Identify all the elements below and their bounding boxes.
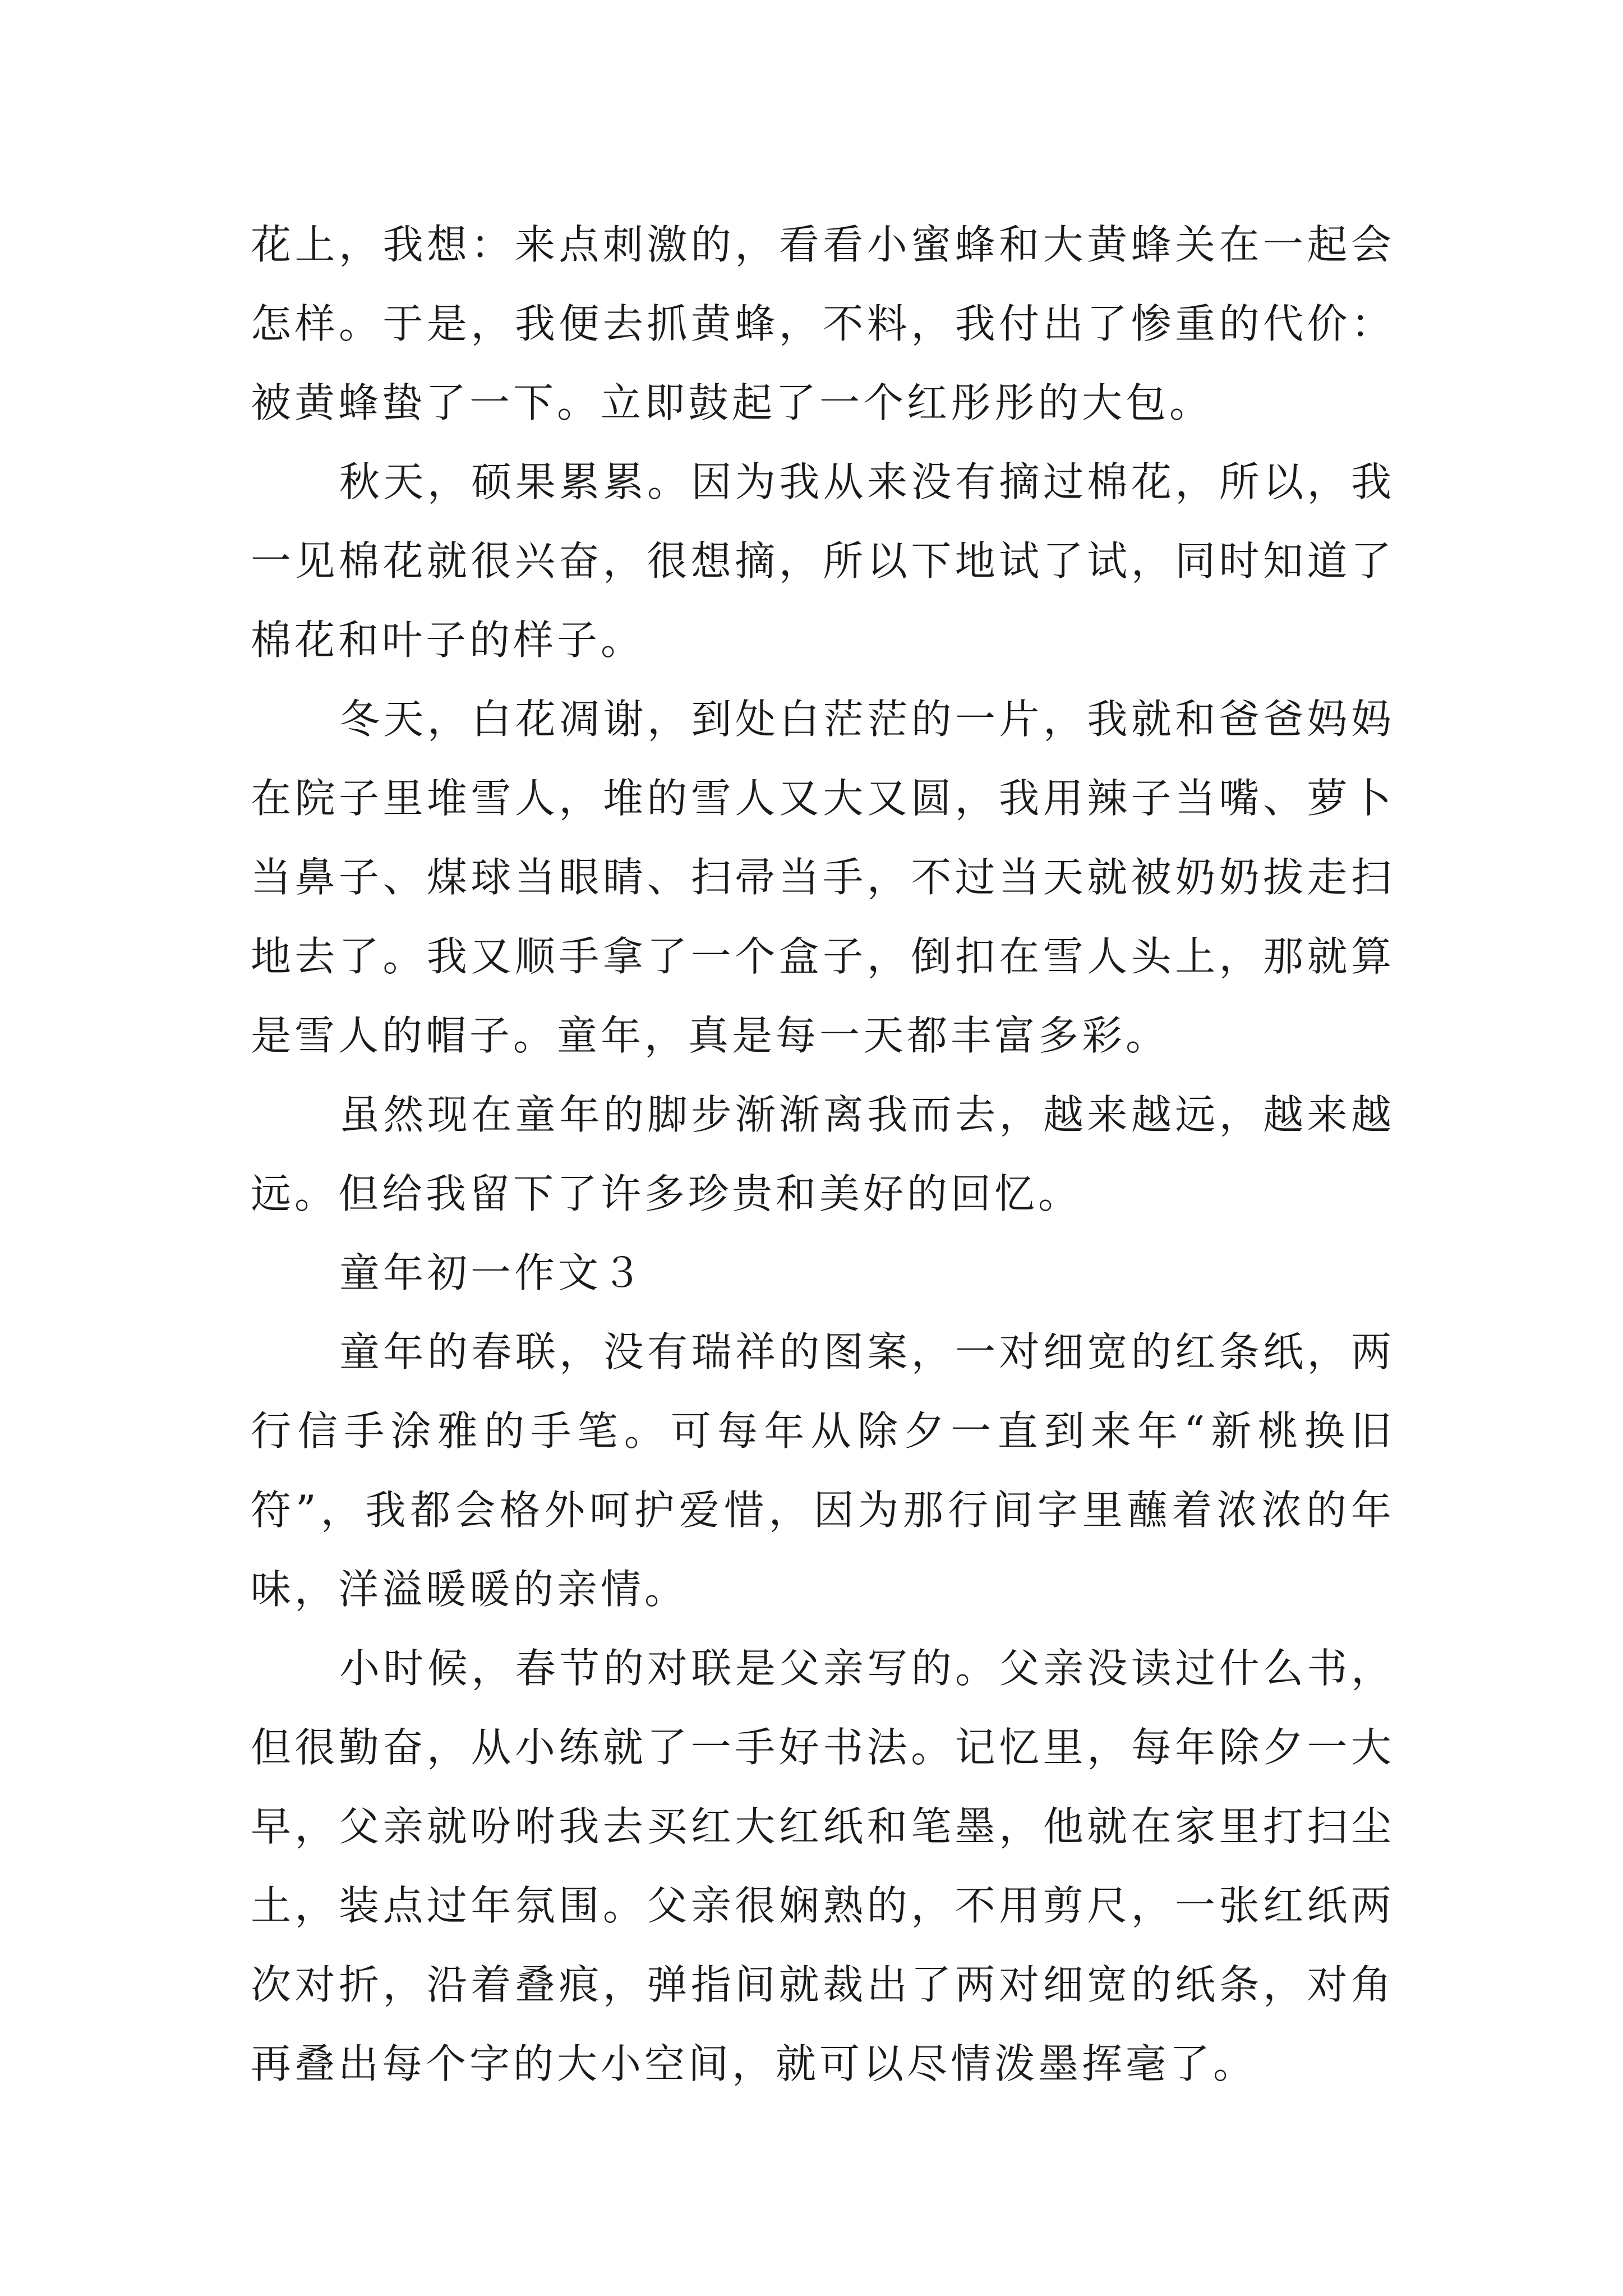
section-heading: 童年初一作文３ xyxy=(339,1249,646,1296)
paragraph-father: 小时候，春节的对联是父亲写的。父亲没读过什么书，但很勤奋，从小练就了一手好书法。记忆里，每年除夕一大早，父亲就吩咐我去买红大红纸和笔墨，他就在家里打扫尘土，装点过年氛围。父亲很娴熟的，不用剪尺，一张红纸两次对折，沿着叠痕，弹指间就裁出了两对细宽的纸条，对角再叠出每个字的大小空间，就可以尽情泼墨挥毫了。 xyxy=(251,1645,1395,2087)
paragraph-autumn: 秋天，硕果累累。因为我从来没有摘过棉花，所以，我一见棉花就很兴奋，很想摘，所以下地试了试，同时知道了棉花和叶子的样子。 xyxy=(251,458,1395,664)
paragraph-memories: 虽然现在童年的脚步渐渐离我而去，越来越远，越来越远。但给我留下了许多珍贵和美好的回忆。 xyxy=(251,1091,1395,1217)
paragraph-winter: 冬天，白花凋谢，到处白茫茫的一片，我就和爸爸妈妈在院子里堆雪人，堆的雪人又大又圆，我用辣子当嘴、萝卜当鼻子、煤球当眼睛、扫帚当手，不过当天就被奶奶拔走扫地去了。我又顺手拿了一个盒子，倒扣在雪人头上，那就算是雪人的帽子。童年，真是每一天都丰富多彩。 xyxy=(251,696,1395,1059)
paragraph-continued: 花上，我想：来点刺激的，看看小蜜蜂和大黄蜂关在一起会怎样。于是，我便去抓黄蜂，不料，我付出了惨重的代价：被黄蜂蛰了一下。立即鼓起了一个红彤彤的大包。 xyxy=(251,221,1395,426)
paragraph-couplets: 童年的春联，没有瑞祥的图案，一对细宽的红条纸，两行信手涂雅的手笔。可每年从除夕一直到来年“新桃换旧符”，我都会格外呵护爱惜，因为那行间字里蘸着浓浓的年味，洋溢暖暖的亲情。 xyxy=(251,1328,1395,1613)
body-text xyxy=(251,205,1395,2104)
